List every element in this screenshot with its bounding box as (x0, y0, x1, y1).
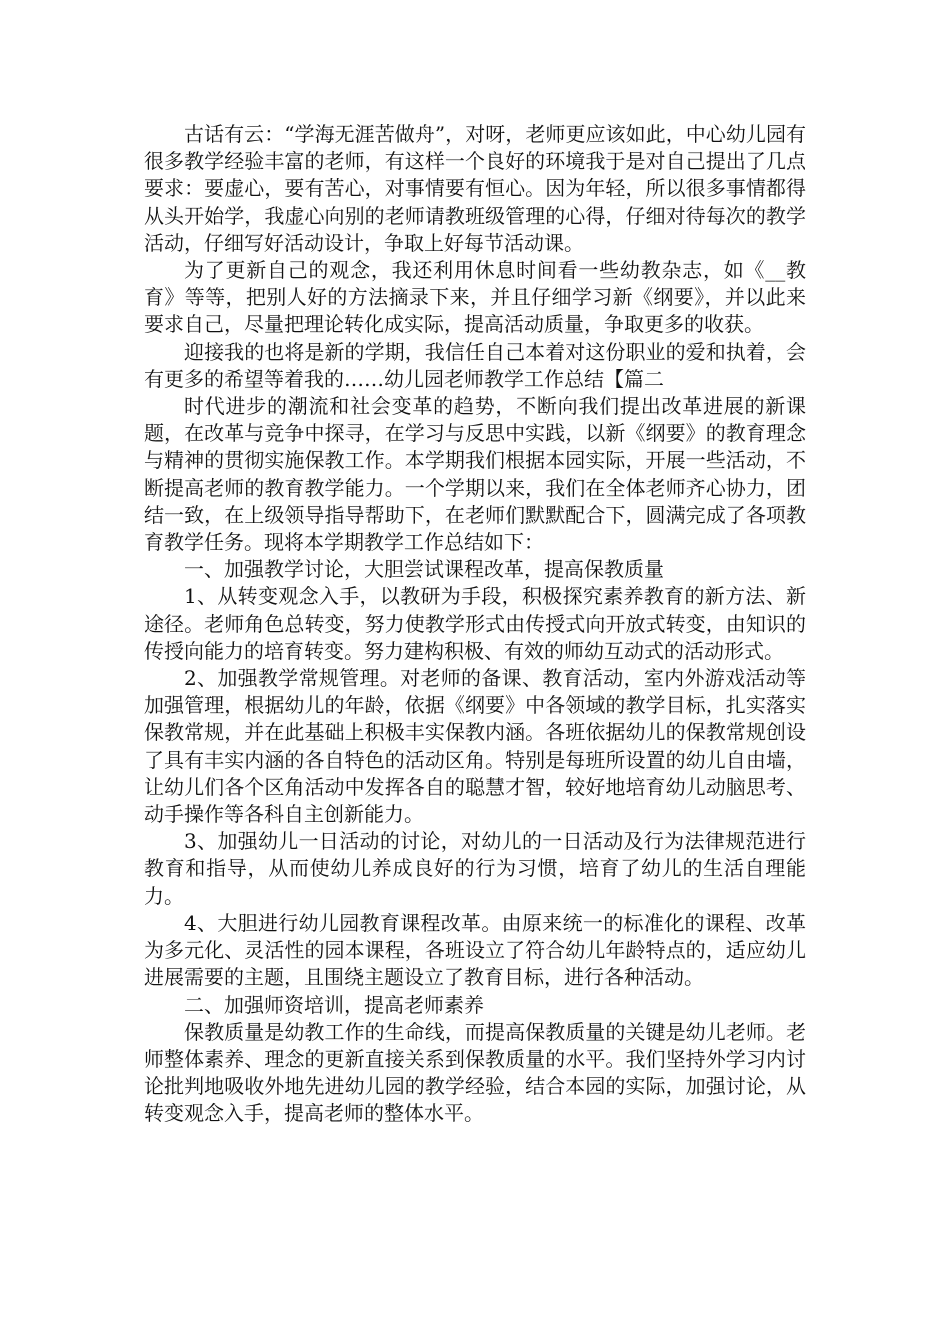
paragraph: 古话有云：“学海无涯苦做舟”，对呀，老师更应该如此，中心幼儿园有很多教学经验丰富的老师，有这样一个良好的环境我于是对自己提出了几点要求：要虚心，要有苦心，对事情要有恒心。因为年轻，所以很多事情都得从头开始学，我虚心向别的老师请教班级管理的心得，仔细对待每次的教学活动，仔细写好活动设计，争取上好每节活动课。 (144, 122, 806, 255)
paragraph: 1、从转变观念入手，以教研为手段，积极探究素养教育的新方法、新途径。老师角色总转变，努力使教学形式由传授式向开放式转变，由知识的传授向能力的培育转变。努力建构积极、有效的师幼互动式的活动形式。 (144, 584, 806, 663)
section-heading: 一、加强教学讨论，大胆尝试课程改革，提高保教质量 (184, 557, 664, 582)
paragraph: 保教质量是幼教工作的生命线，而提高保教质量的关键是幼儿老师。老师整体素养、理念的更新直接关系到保教质量的水平。我们坚持外学习内讨论批判地吸收外地先进幼儿园的教学经验，结合本园的实际，加强讨论，从转变观念入手，提高老师的整体水平。 (144, 1019, 806, 1126)
paragraph: 为了更新自己的观念，我还利用休息时间看一些幼教杂志，如《__教育》等等，把别人好的方法摘录下来，并且仔细学习新《纲要》，并以此来要求自己，尽量把理论转化成实际，提高活动质量，争取更多的收获。 (144, 258, 806, 337)
paragraph: 3、加强幼儿一日活动的讨论，对幼儿的一日活动及行为法律规范进行教育和指导，从而使幼儿养成良好的行为习惯，培育了幼儿的生活自理能力。 (144, 829, 806, 908)
document-body (144, 121, 806, 1128)
paragraph: 2、加强教学常规管理。对老师的备课、教育活动，室内外游戏活动等加强管理，根据幼儿的年龄，依据《纲要》中各领域的教学目标，扎实落实保教常规，并在此基础上积极丰实保教内涵。各班依据幼儿的保教常规创设了具有丰实内涵的各自特色的活动区角。特别是每班所设置的幼儿自由墙，让幼儿们各个区角活动中发挥各自的聪慧才智，较好地培育幼儿动脑思考、动手操作等各科自主创新能力。 (144, 666, 806, 827)
section-heading: 二、加强师资培训，提高老师素养 (184, 992, 484, 1017)
paragraph: 迎接我的也将是新的学期，我信任自己本着对这份职业的爱和执着，会有更多的希望等着我的……幼儿园老师教学工作总结【篇二 (144, 339, 806, 391)
paragraph: 时代进步的潮流和社会变革的趋势，不断向我们提出改革进展的新课题，在改革与竞争中探寻，在学习与反思中实践，以新《纲要》的教育理念与精神的贯彻实施保教工作。本学期我们根据本园实际，开展一些活动，不断提高老师的教育教学能力。一个学期以来，我们在全体老师齐心协力，团结一致，在上级领导指导帮助下，在老师们默默配合下，圆满完成了各项教育教学任务。现将本学期教学工作总结如下： (144, 394, 806, 555)
paragraph: 4、大胆进行幼儿园教育课程改革。由原来统一的标准化的课程、改革为多元化、灵活性的园本课程，各班设立了符合幼儿年龄特点的，适应幼儿进展需要的主题，且围绕主题设立了教育目标，进行各种活动。 (144, 910, 806, 990)
